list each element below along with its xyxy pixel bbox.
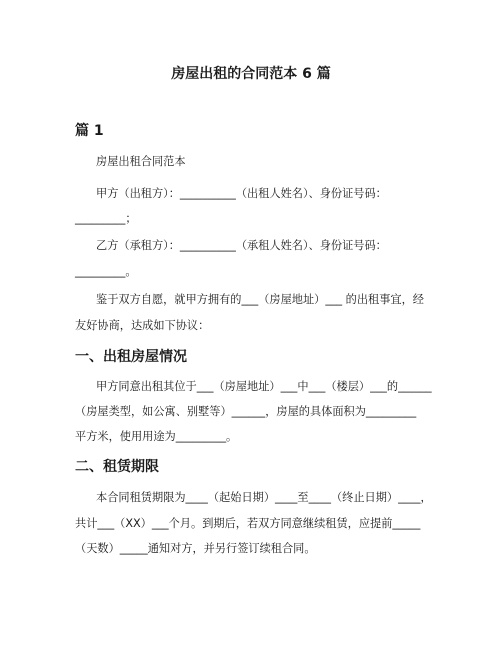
clause2-heading: 二、租赁期限 [75, 459, 159, 475]
clause1-line1: 甲方同意出租其位于___（房屋地址）___中___（楼层）___的______ [96, 380, 432, 393]
section-heading: 篇 1 [75, 123, 104, 139]
preamble-line2: 友好协商，达成如下协议： [75, 319, 210, 332]
clause1-line2: （房屋类型，如公寓、别墅等）______，房屋的具体面积为_________ [75, 405, 417, 418]
clause1-heading: 一、出租房屋情况 [75, 349, 187, 365]
clause1-line3: 平方米，使用用途为_________。 [75, 430, 238, 443]
clause2-line1: 本合同租赁期限为____（起始日期）____至____（终止日期）____， [96, 491, 432, 504]
preamble-line1: 鉴于双方自愿，就甲方拥有的___（房屋地址）___ 的出租事宜，经 [96, 293, 424, 306]
contract-name: 房屋出租合同范本 [96, 155, 186, 168]
party-a-line1: 甲方（出租方）：__________（出租人姓名）、身份证号码： [96, 187, 387, 200]
party-b-line2: _________。 [75, 265, 137, 278]
party-b-line1: 乙方（承租方）：__________（承租人姓名）、身份证号码： [96, 239, 387, 252]
clause2-line3: （天数）_____通知对方，并另行签订续租合同。 [75, 542, 316, 555]
document-title: 房屋出租的合同范本 6 篇 [171, 66, 331, 82]
clause2-line2: 共计___（XX）___个月。到期后，若双方同意继续租赁，应提前_____ [75, 517, 421, 530]
party-a-line2: _________； [75, 212, 137, 225]
